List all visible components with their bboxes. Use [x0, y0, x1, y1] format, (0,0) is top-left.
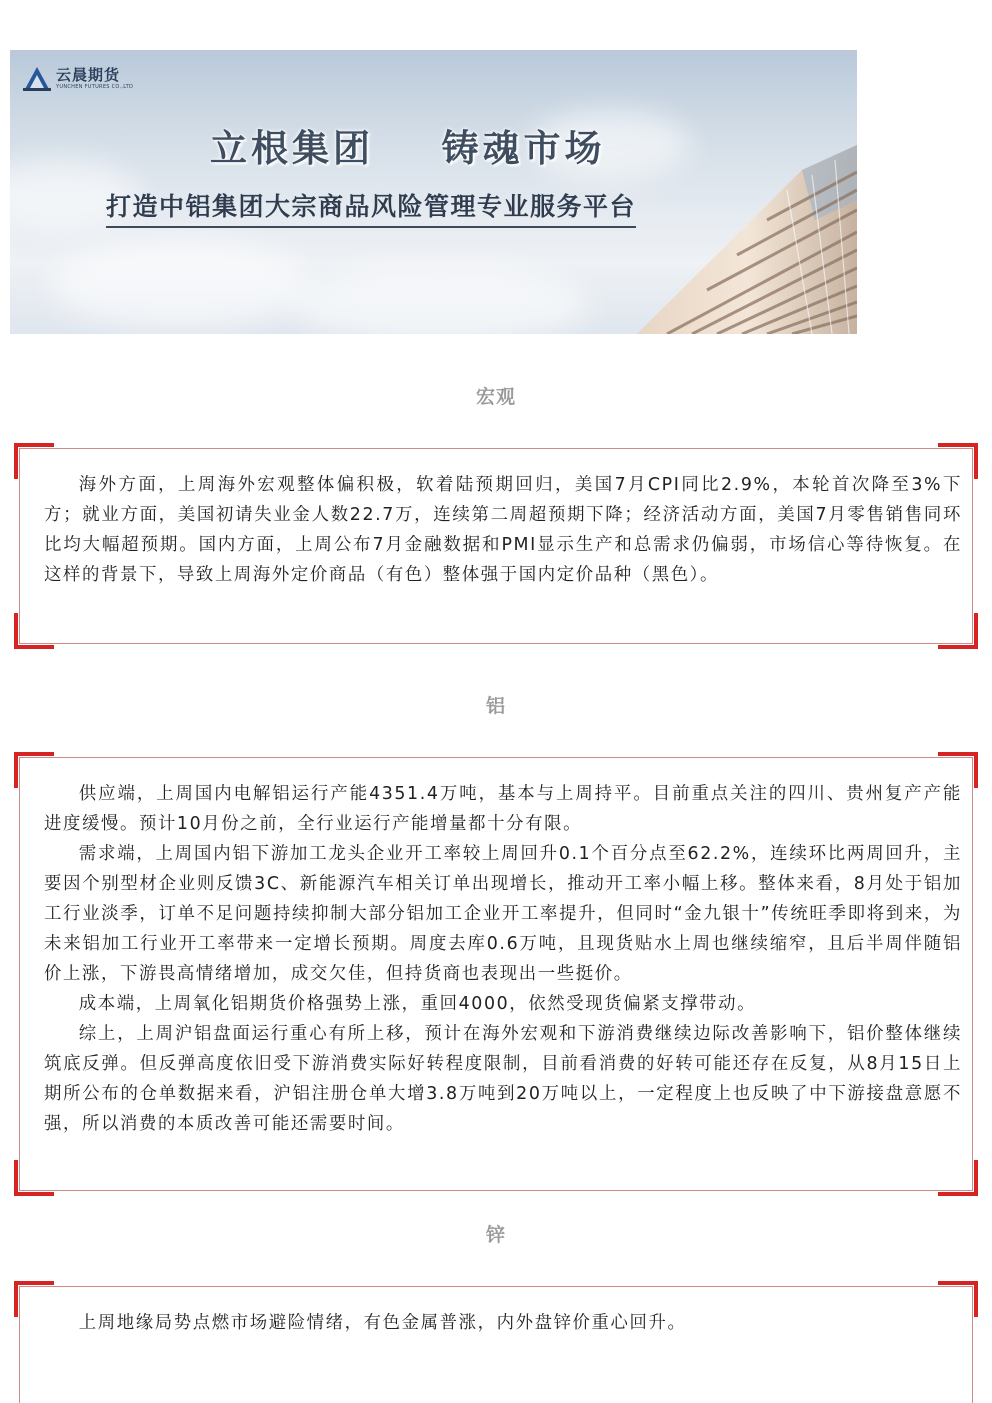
corner-bracket	[938, 613, 978, 649]
corner-bracket	[14, 613, 54, 649]
section-body	[44, 779, 962, 1139]
paragraph: 综上，上周沪铝盘面运行重心有所上移，预计在海外宏观和下游消费继续边际改善影响下，铝价整体继续筑底反弹。但反弹高度依旧受下游消费实际好转程度限制，目前看消费的好转可能还存在反复，从8月15日上期所公布的仓单数据来看，沪铝注册仓单大增3.8万吨到20万吨以上，一定程度上也反映了中下游接盘意愿不强，所以消费的本质改善可能还需要时间。	[44, 1024, 962, 1134]
logo-icon	[23, 66, 51, 92]
company-logo	[23, 63, 133, 95]
section-body	[44, 470, 962, 590]
section-title-zinc: 锌	[485, 1224, 506, 1246]
section-box-zinc	[19, 1286, 973, 1403]
corner-bracket	[14, 1160, 54, 1196]
paragraph: 需求端，上周国内铝下游加工龙头企业开工率较上周回升0.1个百分点至62.2%，连续环比两周回升，主要因个别型材企业则反馈3C、新能源汽车相关订单出现增长，推动开工率小幅上移。整体来看，8月处于铝加工行业淡季，订单不足问题持续抑制大部分铝加工企业开工率提升，但同时“金九银十”传统旺季即将到来，为未来铝加工行业开工率带来一定增长预期。周度去库0.6万吨，且现货贴水上周也继续缩窄，且后半周伴随铝价上涨，下游畏高情绪增加，成交欠佳，但持货商也表现出一些挺价。	[44, 844, 962, 984]
corner-bracket	[938, 1160, 978, 1196]
logo-name: 云晨期货	[56, 66, 121, 84]
section-box-macro	[19, 448, 973, 644]
banner-subtitle: 打造中铝集团大宗商品风险管理专业服务平台	[106, 187, 636, 228]
header-banner	[10, 50, 857, 334]
section-title-macro: 宏观	[475, 386, 516, 408]
section-body	[44, 1308, 962, 1338]
section-title-aluminum: 铝	[485, 695, 506, 717]
section-box-aluminum	[19, 757, 973, 1191]
paragraph: 海外方面，上周海外宏观整体偏积极，软着陆预期回归，美国7月CPI同比2.9%，本轮首次降至3%下方；就业方面，美国初请失业金人数22.7万，连续第二周超预期下降；经济活动方面，美国7月零售销售同环比均大幅超预期。国内方面，上周公布7月金融数据和PMI显示生产和总需求仍偏弱，市场信心等待恢复。在这样的背景下，导致上周海外定价商品（有色）整体强于国内定价品种（黑色）。	[44, 475, 962, 585]
paragraph: 供应端，上周国内电解铝运行产能4351.4万吨，基本与上周持平。目前重点关注的四川、贵州复产产能进度缓慢。预计10月份之前，全行业运行产能增量都十分有限。	[44, 784, 962, 834]
banner-slogan: 立根集团 铸魂市场	[210, 127, 606, 170]
paragraph: 上周地缘局势点燃市场避险情绪，有色金属普涨，内外盘锌价重心回升。	[78, 1313, 687, 1333]
logo-subname: YUNCHEN FUTURES CO.,LTD	[56, 84, 134, 90]
paragraph: 成本端，上周氧化铝期货价格强势上涨，重回4000，依然受现货偏紧支撑带动。	[78, 994, 757, 1014]
